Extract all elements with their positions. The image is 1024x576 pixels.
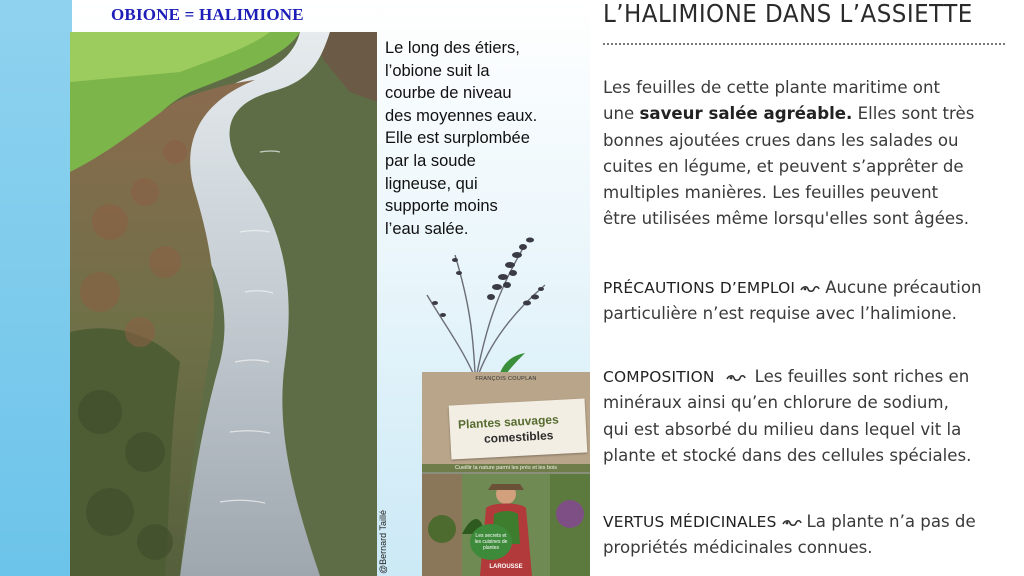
intro-line: multiples manières. Les feuilles peuvent — [603, 183, 939, 203]
vertus-line — [603, 509, 1023, 535]
caption-line: courbe de niveau — [385, 84, 512, 103]
precautions-text: Aucune précaution — [825, 278, 982, 297]
swirl-ornament-icon — [781, 518, 803, 528]
vertus-label: VERTUS MÉDICINALES — [603, 513, 777, 531]
composition-line — [603, 364, 1023, 390]
intro-line: être utilisées même lorsqu'elles sont âgées. — [603, 209, 970, 229]
vertus-line: propriétés médicinales connues. — [603, 538, 873, 558]
slide-title: OBIONE = HALIMIONE — [111, 5, 304, 24]
composition-line: minéraux ainsi qu’en chlorure de sodium, — [603, 393, 949, 413]
intro-line: Les feuilles de cette plante maritime ont — [603, 78, 940, 97]
article-heading: L’HALIMIONE DANS L’ASSIETTE — [603, 0, 973, 28]
composition-line: plante et stocké dans des cellules spéciales. — [603, 445, 972, 465]
photo-caption — [385, 37, 585, 240]
intro-text: Elles sont très — [852, 104, 975, 124]
caption-line: Le long des étiers, — [385, 39, 520, 57]
vertus-section — [603, 509, 1023, 562]
intro-line — [603, 101, 1023, 127]
caption-line: ligneuse, qui — [385, 174, 478, 193]
book-series: Cueillir la nature parmi les prés et les bois — [422, 464, 590, 472]
caption-line: supporte moins — [385, 197, 498, 216]
precautions-section — [603, 275, 1023, 328]
river-photo — [70, 32, 377, 576]
intro-paragraph — [603, 75, 1023, 233]
river-landscape-image — [70, 32, 377, 576]
left-accent-strip — [0, 0, 72, 576]
composition-label: COMPOSITION — [603, 368, 715, 386]
precautions-label: PRÉCAUTIONS D’EMPLOI — [603, 279, 796, 297]
book-cover-image — [422, 372, 590, 576]
precautions-line — [603, 275, 1023, 301]
book-author: FRANÇOIS COUPLAN — [475, 376, 537, 382]
vertus-text: La plante n’a pas de — [806, 512, 976, 531]
caption-line: l’eau salée. — [385, 219, 469, 238]
caption-line: par la soude — [385, 151, 476, 170]
caption-line: l’obione suit la — [385, 61, 490, 80]
composition-line: qui est absorbé du milieu dans lequel vit la — [603, 419, 962, 439]
dotted-divider — [603, 43, 1005, 45]
caption-line: Elle est surplombée — [385, 129, 530, 148]
intro-text: une — [603, 104, 640, 124]
intro-line: bonnes ajoutées crues dans les salades ou — [603, 130, 959, 150]
caption-line: des moyennes eaux. — [385, 106, 538, 125]
intro-bold-text: saveur salée agréable. — [639, 104, 853, 124]
book-cover-photo — [422, 474, 590, 576]
article-panel — [590, 0, 1024, 576]
swirl-ornament-icon — [799, 284, 821, 294]
intro-line: cuites en légume, et peuvent s’apprêter de — [603, 156, 964, 176]
book-title-line1: Plantes sauvages — [457, 412, 560, 432]
dried-plant-image — [415, 225, 565, 373]
composition-section — [603, 364, 1023, 469]
swirl-ornament-icon — [725, 373, 747, 383]
book-badge: Les secrets et les cuisines de plantes — [470, 524, 512, 560]
book-title-line2: comestibles — [483, 428, 554, 446]
book-publisher: LAROUSSE — [489, 564, 523, 570]
precautions-line: particulière n’est requise avec l’halimione. — [603, 304, 957, 324]
composition-text: Les feuilles sont riches en — [754, 367, 970, 386]
photo-credit: @Bernard Taillé — [378, 509, 388, 574]
